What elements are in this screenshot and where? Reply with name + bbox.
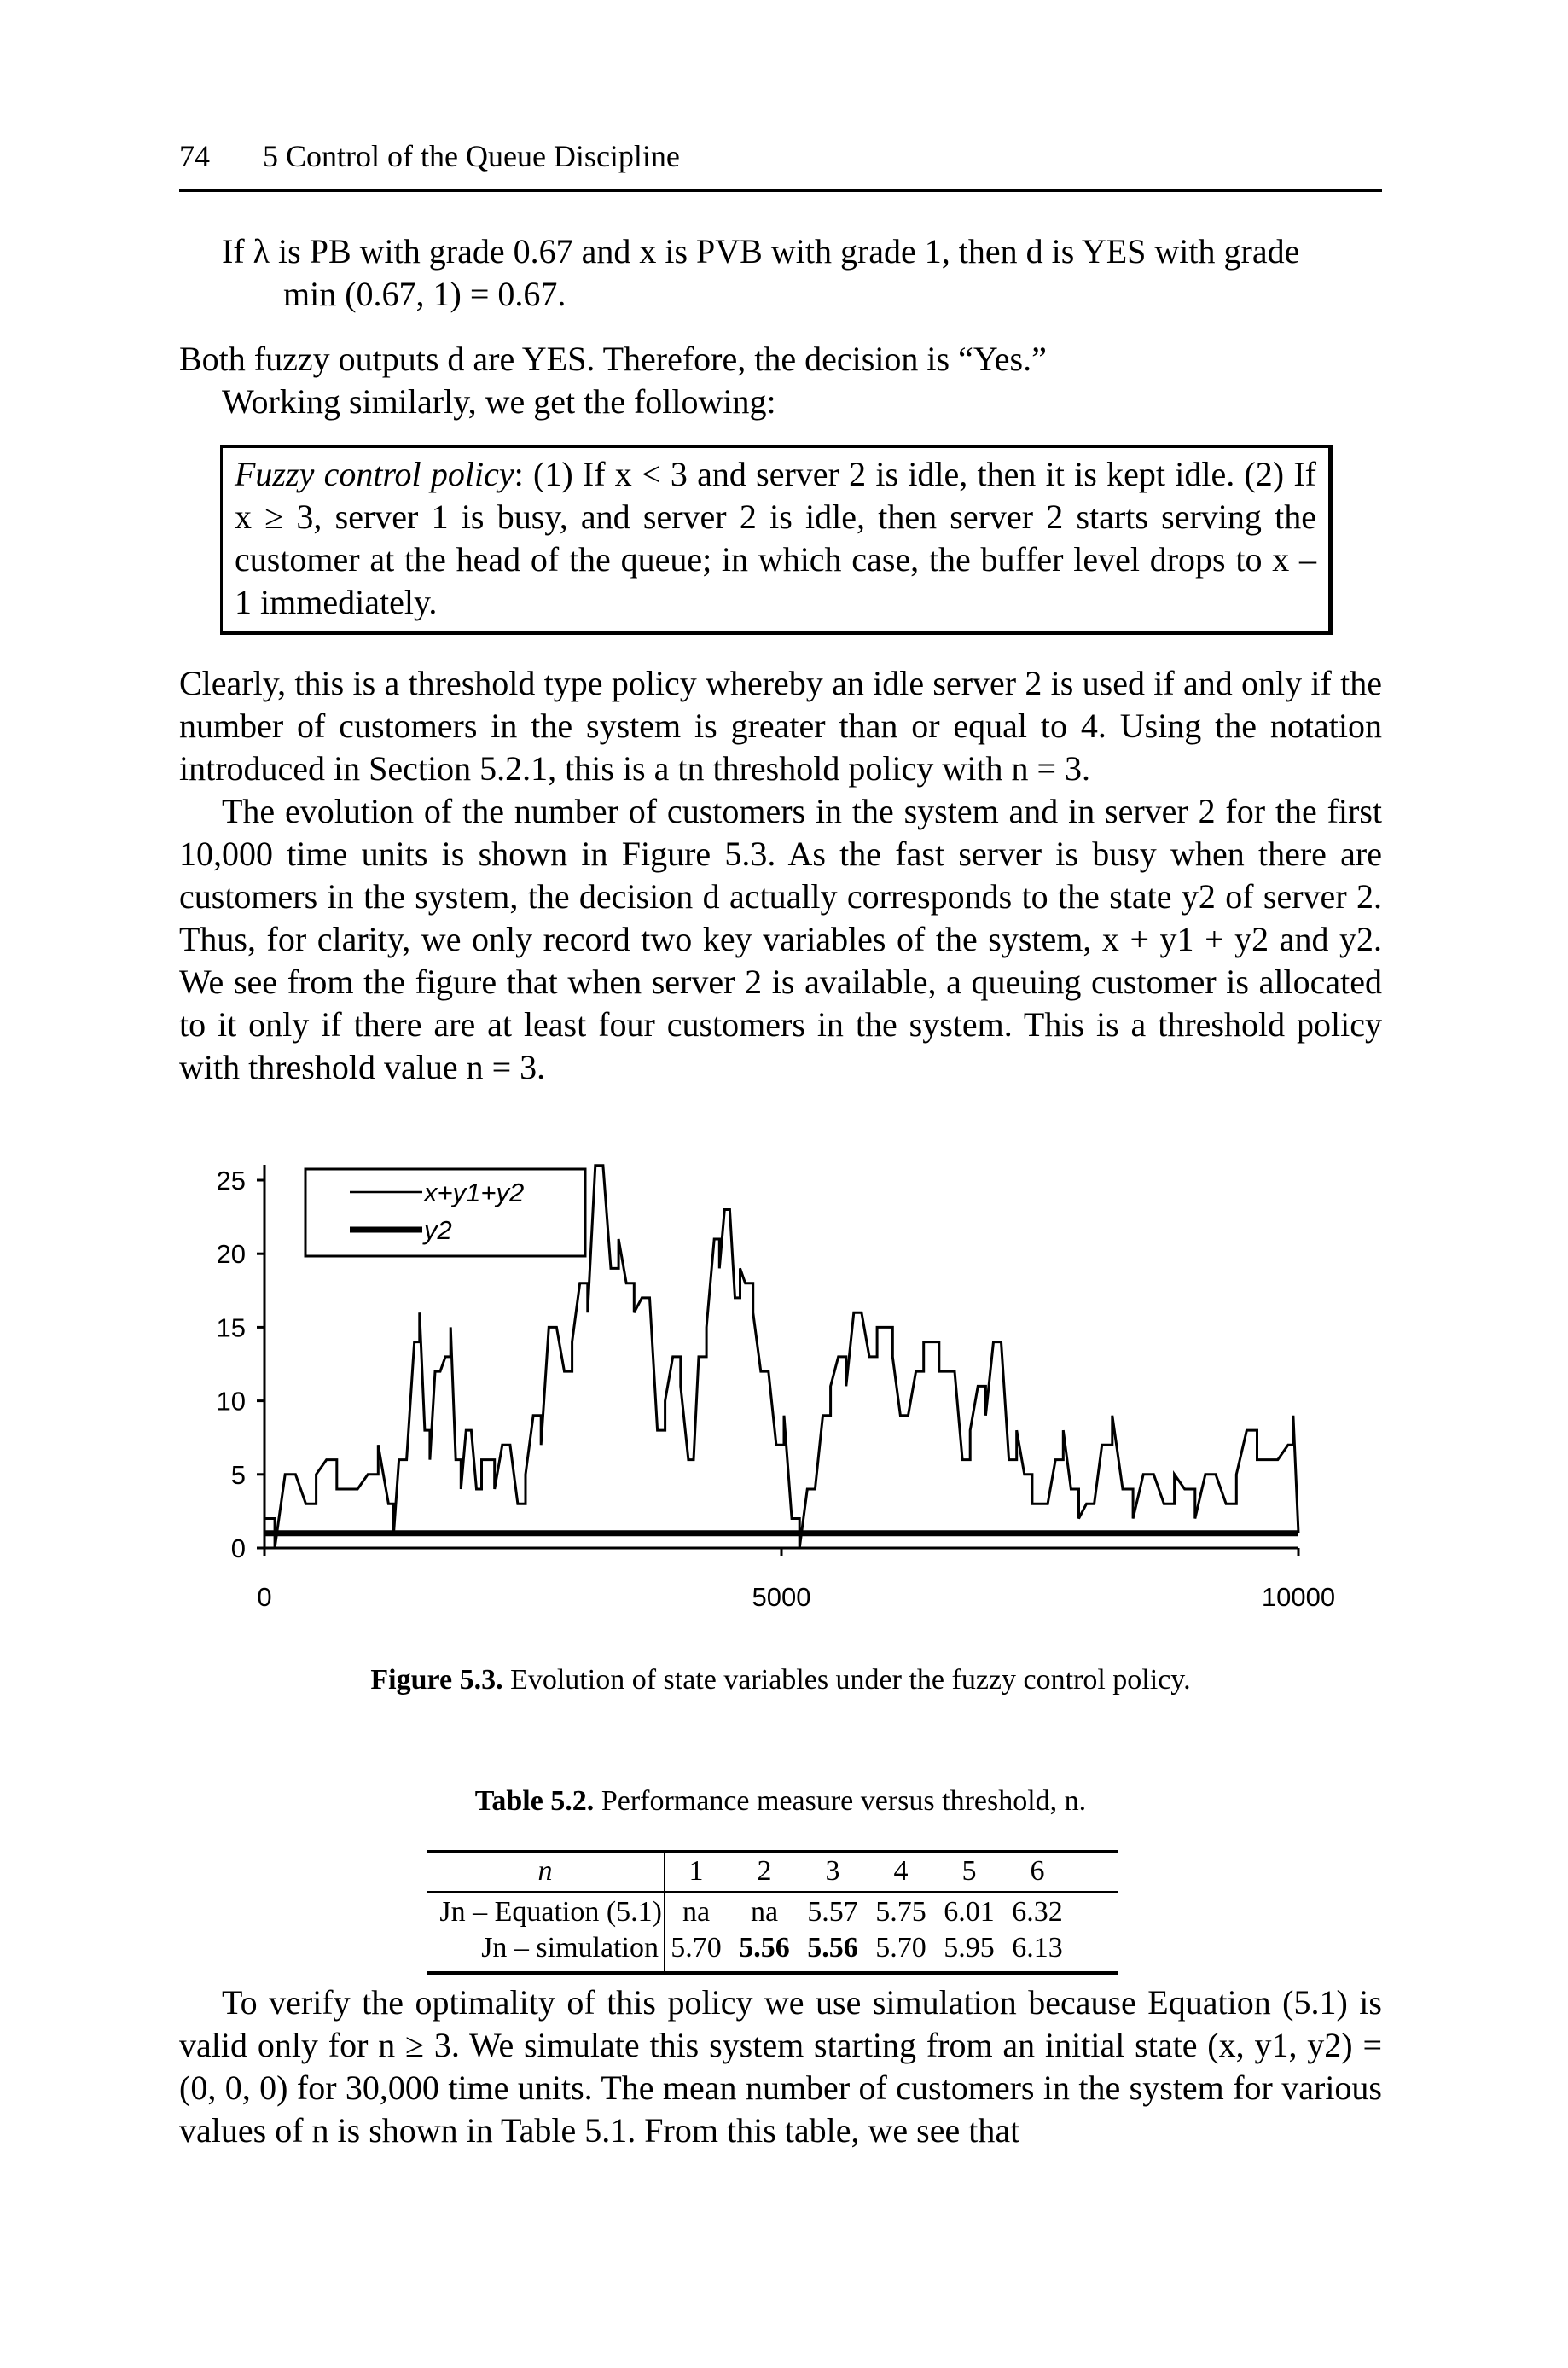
- table-row-label-simulation: Jn – simulation: [481, 1932, 659, 1964]
- header-rule: [179, 189, 1382, 192]
- table-cell-equation: 5.57: [807, 1896, 858, 1928]
- policy-label: Fuzzy control policy: [235, 455, 514, 493]
- table-column-header: 3: [825, 1855, 840, 1887]
- table-header-rule: [427, 1891, 1118, 1893]
- table-column-header: 5: [961, 1855, 977, 1887]
- chart-legend: [305, 1169, 585, 1256]
- table-top-rule: [427, 1850, 1118, 1853]
- x-tick-label: 5000: [752, 1582, 811, 1612]
- working-paragraph: Working similarly, we get the following:: [222, 382, 776, 421]
- verify-paragraph: To verify the optimality of this policy we use simulation because Equation (5.1) is valid only for n ≥ 3. We simulate this system starting from an initial state (x, y1, y2) = (0, 0, 0) for 30,000 time units. The mean number of customers in the system for various values of n is shown in Table 5.1. From this table, we see that: [179, 1983, 1382, 2150]
- table-cell-simulation: 5.56: [739, 1932, 790, 1964]
- figure-5-3: [171, 1126, 1382, 1655]
- table-row-label-equation: Jn – Equation (5.1): [439, 1896, 662, 1928]
- outputs-paragraph: Both fuzzy outputs d are YES. Therefore, the decision is “Yes.”: [179, 340, 1047, 378]
- page-number: 74: [179, 139, 210, 173]
- legend-label-x-y1-y2: x+y1+y2: [424, 1178, 525, 1207]
- table-column-header: 4: [893, 1855, 909, 1887]
- figure-caption-text: Evolution of state variables under the fuzzy control policy.: [502, 1664, 1191, 1696]
- evolution-paragraph: The evolution of the number of customers in the system and in server 2 for the first 10,000 time units is shown in Figure 5.3. As the fast server is busy when there are customers in the system, the decision d actually corresponds to the state y2 of server 2. Thus, for clarity, we only record two key variables of the system, x + y1 + y2 and y2. We see from the figure that when server 2 is available, a queuing customer is allocated to it only if there are at least four customers in the system. This is a threshold policy with threshold value n = 3.: [179, 792, 1382, 1086]
- y-tick-label: 5: [230, 1459, 246, 1490]
- policy-box: [220, 445, 1333, 635]
- chapter-title: 5 Control of the Queue Discipline: [263, 139, 680, 173]
- table-cell-simulation: 5.70: [875, 1932, 926, 1964]
- table-cell-simulation: 5.70: [671, 1932, 722, 1964]
- running-header: [179, 138, 1382, 181]
- table-column-header: 1: [688, 1855, 704, 1887]
- figure-caption-label: Figure 5.3.: [370, 1664, 503, 1696]
- table-cell-equation: 5.75: [875, 1896, 926, 1928]
- table-bottom-rule: [427, 1971, 1118, 1975]
- line-chart: [171, 1126, 1382, 1655]
- table-column-header: 2: [757, 1855, 772, 1887]
- policy-text: : (1) If x < 3 and server 2 is idle, then it is kept idle. (2) If x ≥ 3, server 1 is busy, and server 2 is idle, then server 2 starts serving the customer at the head of the queue; in which case, the buffer level drops to x – 1 immediately.: [235, 455, 1317, 621]
- rule-line-1: If λ is PB with grade 0.67 and x is PVB with grade 1, then d is YES with grade: [222, 232, 1300, 271]
- table-cell-equation: na: [682, 1896, 711, 1928]
- y-tick-label: 15: [216, 1312, 246, 1343]
- threshold-paragraph: Clearly, this is a threshold type policy whereby an idle server 2 is used if and only if the number of customers in the system is greater than or equal to 4. Using the notation introduced in Section 5.2.1, this is a tn threshold policy with n = 3.: [179, 664, 1382, 788]
- y-tick-label: 20: [216, 1239, 246, 1270]
- y-tick-label: 25: [216, 1166, 246, 1196]
- x-tick-label: 0: [257, 1582, 272, 1612]
- table-cell-equation: na: [750, 1896, 779, 1928]
- table-title-label: Table 5.2.: [474, 1785, 595, 1817]
- table-cell-simulation: 5.56: [807, 1932, 858, 1964]
- table-column-header: 6: [1030, 1855, 1045, 1887]
- table-cell-equation: 6.32: [1012, 1896, 1063, 1928]
- table-cell-equation: 6.01: [944, 1896, 995, 1928]
- rule-line-2: min (0.67, 1) = 0.67.: [283, 275, 566, 313]
- table-cell-simulation: 5.95: [944, 1932, 995, 1964]
- rule-paragraph: [222, 230, 1382, 316]
- y-tick-label: 10: [216, 1386, 246, 1417]
- table-title-text: Performance measure versus threshold, n.: [594, 1785, 1087, 1817]
- x-tick-label: 10000: [1261, 1582, 1336, 1612]
- table-title: [179, 1785, 1382, 1818]
- table-cell-simulation: 6.13: [1012, 1932, 1063, 1964]
- table-header-n: n: [537, 1855, 553, 1887]
- figure-caption: [179, 1664, 1382, 1696]
- legend-label-y2: y2: [424, 1215, 452, 1245]
- y-tick-label: 0: [230, 1533, 246, 1563]
